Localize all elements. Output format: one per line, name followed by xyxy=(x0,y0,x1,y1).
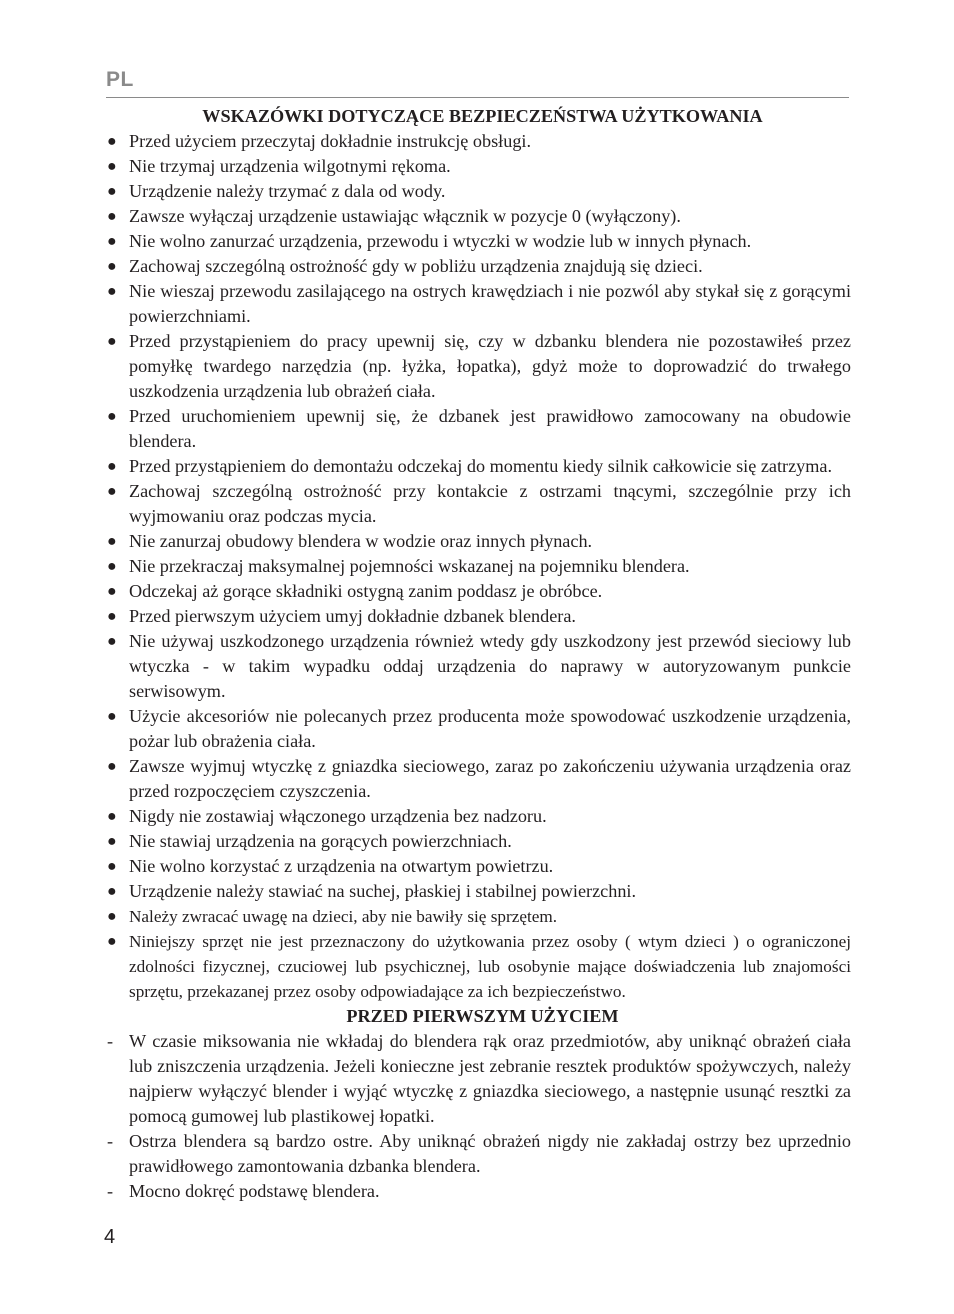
list-item: ● Zawsze wyjmuj wtyczkę z gniazdka sieciowego, zaraz po zakończeniu używania urządzenia oraz przed rozpoczęciem czyszczenia. xyxy=(107,756,851,801)
dash-icon: - xyxy=(107,1181,114,1201)
page-content xyxy=(106,104,851,1204)
safety-heading: WSKAZÓWKI DOTYCZĄCE BEZPIECZEŃSTWA UŻYTKOWANIA xyxy=(202,106,763,126)
bullet-icon: ● xyxy=(107,533,117,550)
page-number: 4 xyxy=(104,1226,116,1248)
list-item: ● Przed użyciem przeczytaj dokładnie instrukcję obsługi. xyxy=(106,129,851,154)
list-item: ● Przed pierwszym użyciem umyj dokładnie dzbanek blendera. xyxy=(106,604,851,629)
bullet-icon: ● xyxy=(107,558,117,575)
language-code: PL xyxy=(106,68,134,91)
bullet-icon: ● xyxy=(107,633,117,650)
bullet-icon: ● xyxy=(107,708,117,725)
bullet-icon: ● xyxy=(107,808,117,825)
list-item: ● Zachowaj szczególną ostrożność gdy w pobliżu urządzenia znajdują się dzieci. xyxy=(106,254,851,279)
list-item: - Ostrza blendera są bardzo ostre. Aby uniknąć obrażeń nigdy nie zakładaj ostrzy bez uprzednio prawidłowego zamontowania dzbanka blendera. xyxy=(107,1131,851,1176)
list-item: ● Przed przystąpieniem do pracy upewnij się, czy w dzbanku blendera nie pozostawiłeś przez pomyłkę twardego narzędzia (np. łyżka, łopatka), gdyż może to doprowadzić do trwałego uszkodzenia urządzenia lub obrażeń ciała. xyxy=(107,331,851,401)
bullet-icon: ● xyxy=(107,933,117,950)
bullet-icon: ● xyxy=(107,858,117,875)
list-item: ● Urządzenie należy stawiać na suchej, płaskiej i stabilnej powierzchni. xyxy=(106,879,851,904)
bullet-icon: ● xyxy=(107,833,117,850)
bullet-icon: ● xyxy=(107,208,117,225)
bullet-icon: ● xyxy=(107,608,117,625)
list-item: ● Przed przystąpieniem do demontażu odczekaj do momentu kiedy silnik całkowicie się zatrzyma. xyxy=(106,454,851,479)
bullet-icon: ● xyxy=(107,258,117,275)
list-item: ● Nie używaj uszkodzonego urządzenia również wtedy gdy uszkodzony jest przewód sieciowy lub wtyczka - w takim wypadku oddaj urządzenia do naprawy w autoryzowanym punkcie serwisowym. xyxy=(107,631,851,701)
bullet-icon: ● xyxy=(107,133,117,150)
list-item: ● Przed uruchomieniem upewnij się, że dzbanek jest prawidłowo zamocowany na obudowie blendera. xyxy=(107,406,851,451)
safety-list xyxy=(106,129,851,1004)
list-item: ● Zawsze wyłączaj urządzenie ustawiając włącznik w pozycje 0 (wyłączony). xyxy=(106,204,851,229)
bullet-icon: ● xyxy=(107,283,117,300)
bullet-icon: ● xyxy=(107,883,117,900)
list-item: ● Nie wolno korzystać z urządzenia na otwartym powietrzu. xyxy=(106,854,851,879)
list-item: ● Nie zanurzaj obudowy blendera w wodzie oraz innych płynach. xyxy=(106,529,851,554)
header-divider xyxy=(106,97,849,98)
list-item: ● Nie wieszaj przewodu zasilającego na ostrych krawędziach i nie pozwól aby stykał się z gorącymi powierzchniami. xyxy=(107,281,851,326)
list-item: ● Nie trzymaj urządzenia wilgotnymi rękoma. xyxy=(106,154,851,179)
bullet-icon: ● xyxy=(107,458,117,475)
bullet-icon: ● xyxy=(107,158,117,175)
list-item: ● Nie stawiaj urządzenia na gorących powierzchniach. xyxy=(106,829,851,854)
bullet-icon: ● xyxy=(107,483,117,500)
list-item: - W czasie miksowania nie wkładaj do blendera rąk oraz przedmiotów, aby uniknąć obrażeń ciała lub zniszczenia urządzenia. Jeżeli konieczne jest zebranie resztek produktów spożywczych, należy najpierw wyłączyć blender i wyjąć wtyczkę z gniazdka sieciowego, a następnie usunąć resztki za pomocą gumowej lub plastikowej łopatki. xyxy=(107,1031,851,1126)
list-item: ● Nie przekraczaj maksymalnej pojemności wskazanej na pojemniku blendera. xyxy=(106,554,851,579)
list-item: ● Niniejszy sprzęt nie jest przeznaczony do użytkowania przez osoby ( wtym dzieci ) o ograniczonej zdolności fizycznej, czuciowej lub psychicznej, lub osobynie mające doświadczenia lub znajomości sprzętu, przekazanej przez osoby odpowiadające za ich bezpieczeństwo. xyxy=(106,929,851,1004)
list-item: ● Nigdy nie zostawiaj włączonego urządzenia bez nadzoru. xyxy=(106,804,851,829)
list-item: ● Urządzenie należy trzymać z dala od wody. xyxy=(106,179,851,204)
bullet-icon: ● xyxy=(107,758,117,775)
list-item: ● Należy zwracać uwagę na dzieci, aby nie bawiły się sprzętem. xyxy=(106,904,851,929)
bullet-icon: ● xyxy=(107,908,117,925)
list-item: ● Zachowaj szczególną ostrożność przy kontakcie z ostrzami tnącymi, szczególnie przy ich wyjmowaniu oraz podczas mycia. xyxy=(107,481,851,526)
dash-icon: - xyxy=(107,1131,114,1151)
first-use-list xyxy=(106,1029,851,1204)
list-item: ● Odczekaj aż gorące składniki ostygną zanim poddasz je obróbce. xyxy=(106,579,851,604)
bullet-icon: ● xyxy=(107,333,117,350)
dash-icon: - xyxy=(107,1031,114,1051)
bullet-icon: ● xyxy=(107,583,117,600)
first-use-heading: PRZED PIERWSZYM UŻYCIEM xyxy=(346,1006,619,1026)
list-item: ● Nie wolno zanurzać urządzenia, przewodu i wtyczki w wodzie lub w innych płynach. xyxy=(106,229,851,254)
bullet-icon: ● xyxy=(107,233,117,250)
list-item: ● Użycie akcesoriów nie polecanych przez producenta może spowodować uszkodzenie urządzenia, pożar lub obrażenia ciała. xyxy=(107,706,851,751)
bullet-icon: ● xyxy=(107,183,117,200)
list-item: - Mocno dokręć podstawę blendera. xyxy=(106,1179,851,1204)
bullet-icon: ● xyxy=(107,408,117,425)
